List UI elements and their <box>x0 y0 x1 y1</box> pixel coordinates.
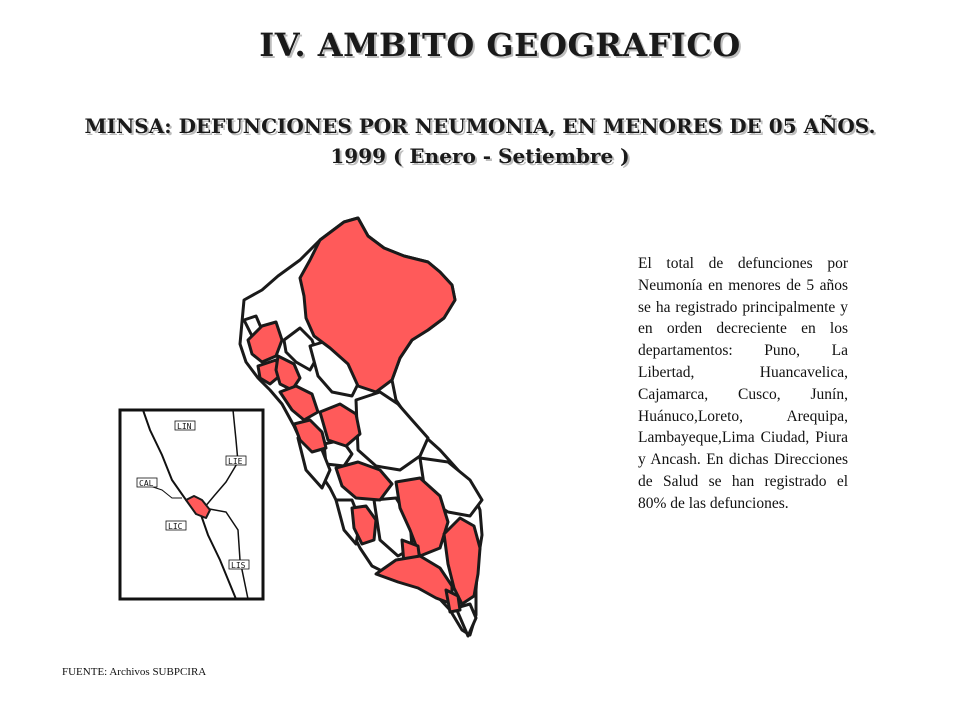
svg-text:LIC: LIC <box>168 522 183 531</box>
svg-text:LIN: LIN <box>177 422 192 431</box>
dept-ucayali <box>356 392 428 470</box>
chart-subtitle-line-2: 1999 ( Enero - Setiembre ) <box>330 144 630 168</box>
inset-label-cal <box>137 478 157 488</box>
svg-text:CAL: CAL <box>139 479 154 488</box>
lima-inset <box>120 410 263 599</box>
svg-text:LIE: LIE <box>228 457 243 466</box>
page-title: IV. AMBITO GEOGRAFICO <box>259 26 741 64</box>
inset-label-lis <box>229 560 249 570</box>
inset-label-lic <box>166 521 186 531</box>
inset-label-lin <box>175 421 195 431</box>
inset-label-lie <box>226 456 246 466</box>
svg-text:LIS: LIS <box>231 561 246 570</box>
source-note: FUENTE: Archivos SUBPCIRA <box>62 666 207 678</box>
chart-subtitle-line-1: MINSA: DEFUNCIONES POR NEUMONIA, EN MENORES DE 05 AÑOS. <box>84 114 876 138</box>
description-text: El total de defunciones por Neumonía en menores de 5 años se ha registrado principalmente y en orden decreciente en los departamentos: Puno, La Libertad, Huancavelica, Cajamarca, Cusco, Junín, Huánuco,Loreto, Arequipa, Lambayeque,Lima Ciudad, Piura y Ancash. En dichas Direcciones de Salud se han registrado el 80% de las defunciones. <box>638 255 848 512</box>
